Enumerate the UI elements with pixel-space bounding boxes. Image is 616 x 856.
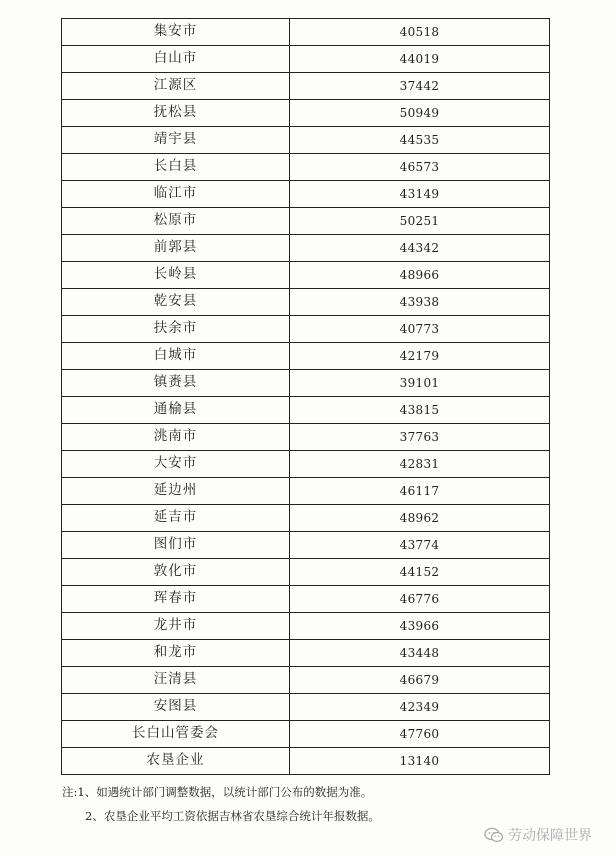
region-cell: 白城市 xyxy=(62,343,290,370)
wage-value-cell: 43448 xyxy=(290,640,550,667)
wage-table xyxy=(61,18,550,775)
table-row xyxy=(62,289,550,316)
region-cell: 临江市 xyxy=(62,181,290,208)
wage-value-cell: 40773 xyxy=(290,316,550,343)
region-cell: 靖宇县 xyxy=(62,127,290,154)
wage-value-cell: 43938 xyxy=(290,289,550,316)
footnotes xyxy=(62,780,380,828)
region-cell: 龙井市 xyxy=(62,613,290,640)
wechat-icon xyxy=(484,827,504,843)
table-row xyxy=(62,748,550,775)
table-row xyxy=(62,586,550,613)
wage-value-cell: 46117 xyxy=(290,478,550,505)
region-cell: 和龙市 xyxy=(62,640,290,667)
wage-value-cell: 39101 xyxy=(290,370,550,397)
wage-value-cell: 47760 xyxy=(290,721,550,748)
wage-value-cell: 13140 xyxy=(290,748,550,775)
region-cell: 长白县 xyxy=(62,154,290,181)
wage-value-cell: 44019 xyxy=(290,46,550,73)
region-cell: 图们市 xyxy=(62,532,290,559)
table-row xyxy=(62,559,550,586)
table-row xyxy=(62,19,550,46)
wage-value-cell: 42349 xyxy=(290,694,550,721)
region-cell: 延吉市 xyxy=(62,505,290,532)
table-row xyxy=(62,451,550,478)
region-cell: 乾安县 xyxy=(62,289,290,316)
wage-value-cell: 44342 xyxy=(290,235,550,262)
wage-value-cell: 43774 xyxy=(290,532,550,559)
wage-value-cell: 37763 xyxy=(290,424,550,451)
wage-value-cell: 42831 xyxy=(290,451,550,478)
region-cell: 前郭县 xyxy=(62,235,290,262)
region-cell: 农垦企业 xyxy=(62,748,290,775)
region-cell: 白山市 xyxy=(62,46,290,73)
region-cell: 大安市 xyxy=(62,451,290,478)
table-row xyxy=(62,505,550,532)
table-row xyxy=(62,397,550,424)
table-row xyxy=(62,532,550,559)
region-cell: 通榆县 xyxy=(62,397,290,424)
wage-value-cell: 40518 xyxy=(290,19,550,46)
region-cell: 安图县 xyxy=(62,694,290,721)
wage-value-cell: 44152 xyxy=(290,559,550,586)
wage-value-cell: 46573 xyxy=(290,154,550,181)
wage-value-cell: 42179 xyxy=(290,343,550,370)
region-cell: 镇赉县 xyxy=(62,370,290,397)
region-cell: 延边州 xyxy=(62,478,290,505)
region-cell: 汪清县 xyxy=(62,667,290,694)
table-row xyxy=(62,46,550,73)
wage-value-cell: 43815 xyxy=(290,397,550,424)
region-cell: 抚松县 xyxy=(62,100,290,127)
region-cell: 松原市 xyxy=(62,208,290,235)
table-row xyxy=(62,343,550,370)
table-row xyxy=(62,181,550,208)
table-row xyxy=(62,235,550,262)
wage-value-cell: 44535 xyxy=(290,127,550,154)
footnote-2: 2、农垦企业平均工资依据吉林省农垦综合统计年报数据。 xyxy=(85,809,380,823)
region-cell: 集安市 xyxy=(62,19,290,46)
table-row xyxy=(62,694,550,721)
region-cell: 洮南市 xyxy=(62,424,290,451)
table-row xyxy=(62,640,550,667)
footnote-1: 注:1、如遇统计部门调整数据，以统计部门公布的数据为准。 xyxy=(62,785,373,799)
watermark-text: 劳动保障世界 xyxy=(508,828,592,844)
wage-value-cell: 46776 xyxy=(290,586,550,613)
wage-value-cell: 43149 xyxy=(290,181,550,208)
wage-value-cell: 46679 xyxy=(290,667,550,694)
region-cell: 珲春市 xyxy=(62,586,290,613)
table-row xyxy=(62,424,550,451)
wage-value-cell: 48966 xyxy=(290,262,550,289)
table-row xyxy=(62,721,550,748)
table-row xyxy=(62,73,550,100)
table-row xyxy=(62,667,550,694)
table-row xyxy=(62,370,550,397)
wage-value-cell: 43966 xyxy=(290,613,550,640)
table-row xyxy=(62,613,550,640)
table-row xyxy=(62,478,550,505)
wage-table-body xyxy=(62,19,550,775)
region-cell: 扶余市 xyxy=(62,316,290,343)
wage-value-cell: 50251 xyxy=(290,208,550,235)
region-cell: 江源区 xyxy=(62,73,290,100)
watermark xyxy=(484,825,592,845)
region-cell: 敦化市 xyxy=(62,559,290,586)
table-row xyxy=(62,262,550,289)
table-row xyxy=(62,100,550,127)
table-row xyxy=(62,316,550,343)
table-row xyxy=(62,208,550,235)
wage-value-cell: 37442 xyxy=(290,73,550,100)
wage-value-cell: 50949 xyxy=(290,100,550,127)
region-cell: 长岭县 xyxy=(62,262,290,289)
table-row xyxy=(62,154,550,181)
table-row xyxy=(62,127,550,154)
wage-value-cell: 48962 xyxy=(290,505,550,532)
region-cell: 长白山管委会 xyxy=(62,721,290,748)
